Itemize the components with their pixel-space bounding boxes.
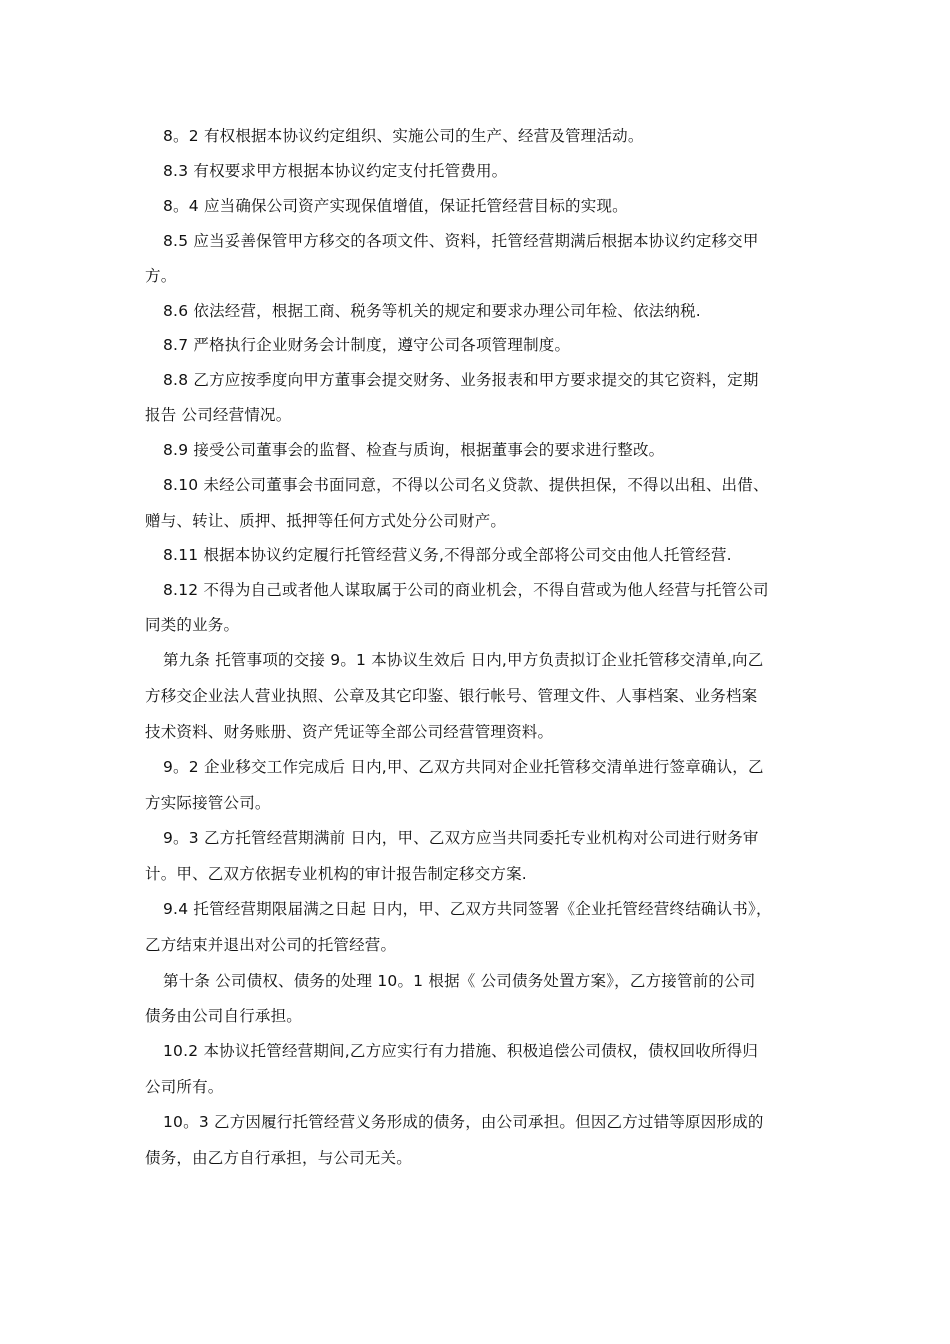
text-line: 技术资料、财务账册、资产凭证等全部公司经营管理资料。 (145, 723, 554, 741)
text-line: 方移交企业法人营业执照、公章及其它印鉴、银行帐号、管理文件、人事档案、业务档案 (145, 687, 758, 705)
text-line: 10。3 乙方因履行托管经营义务形成的债务，由公司承担。但因乙方过错等原因形成的 (163, 1113, 764, 1131)
text-line: 8.7 严格执行企业财务会计制度，遵守公司各项管理制度。 (163, 336, 571, 354)
text-line: 公司所有。 (145, 1078, 224, 1096)
text-line: 方。 (145, 267, 177, 285)
text-line: 9.4 托管经营期限届满之日起 日内，甲、乙双方共同签署《企业托管经营终结确认书》， (163, 900, 772, 918)
text-line: 方实际接管公司。 (145, 794, 271, 812)
text-line: 8.5 应当妥善保管甲方移交的各项文件、资料，托管经营期满后根据本协议约定移交甲 (163, 232, 759, 250)
text-line: 8.6 依法经营，根据工商、税务等机关的规定和要求办理公司年检、依法纳税. (163, 302, 701, 320)
text-line: 第十条 公司债权、债务的处理 10。1 根据《 公司债务处置方案》，乙方接管前的公司 (163, 972, 756, 990)
text-line: 债务由公司自行承担。 (145, 1007, 303, 1025)
text-line: 9。2 企业移交工作完成后 日内,甲、乙双方共同对企业托管移交清单进行签章确认，乙 (163, 758, 764, 776)
text-line: 计。甲、乙双方依据专业机构的审计报告制定移交方案. (145, 865, 527, 883)
text-line: 同类的业务。 (145, 616, 240, 634)
text-line: 8.9 接受公司董事会的监督、检查与质询，根据董事会的要求进行整改。 (163, 441, 665, 459)
text-line: 8.8 乙方应按季度向甲方董事会提交财务、业务报表和甲方要求提交的其它资料，定期 (163, 371, 759, 389)
text-line: 8.11 根据本协议约定履行托管经营义务,不得部分或全部将公司交由他人托管经营. (163, 546, 732, 564)
text-line: 报告 公司经营情况。 (145, 406, 292, 424)
text-line: 8。4 应当确保公司资产实现保值增值，保证托管经营目标的实现。 (163, 197, 628, 215)
text-line: 赠与、转让、质押、抵押等任何方式处分公司财产。 (145, 512, 507, 530)
text-line: 10.2 本协议托管经营期间,乙方应实行有力措施、积极追偿公司债权，债权回收所得归 (163, 1042, 759, 1060)
text-line: 9。3 乙方托管经营期满前 日内，甲、乙双方应当共同委托专业机构对公司进行财务审 (163, 829, 759, 847)
text-line: 8.10 未经公司董事会书面同意，不得以公司名义贷款、提供担保，不得以出租、出借、 (163, 476, 769, 494)
text-line: 乙方结束并退出对公司的托管经营。 (145, 936, 397, 954)
text-line: 8.3 有权要求甲方根据本协议约定支付托管费用。 (163, 162, 508, 180)
text-line: 8.12 不得为自己或者他人谋取属于公司的商业机会，不得自营或为他人经营与托管公司 (163, 581, 769, 599)
text-line: 债务，由乙方自行承担，与公司无关。 (145, 1149, 412, 1167)
text-line: 第九条 托管事项的交接 9。1 本协议生效后 日内,甲方负责拟订企业托管移交清单,向乙 (163, 651, 764, 669)
text-line: 8。2 有权根据本协议约定组织、实施公司的生产、经营及管理活动。 (163, 127, 644, 145)
